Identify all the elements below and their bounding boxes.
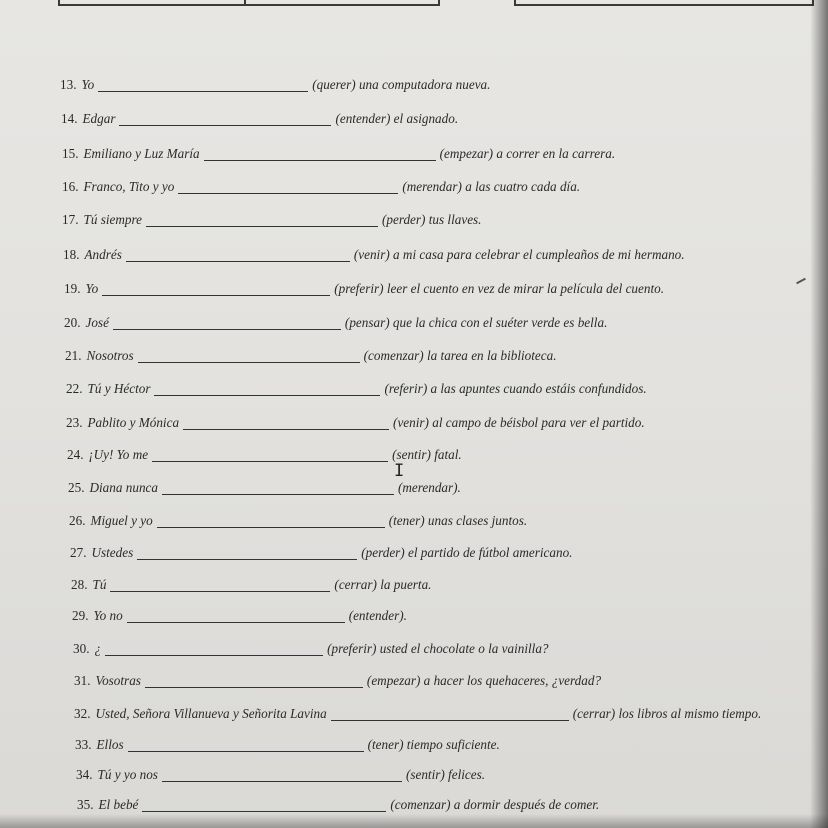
item-prompt: (comenzar) a dormir después de comer. <box>390 797 600 812</box>
item-number: 20. <box>64 315 81 330</box>
item-prompt: (entender) el asignado. <box>335 111 459 126</box>
item-subject: Yo <box>85 281 99 296</box>
item-subject: Pablito y Mónica <box>87 415 180 430</box>
item-number: 31. <box>74 673 91 688</box>
item-prompt: (pensar) que la chica con el suéter verde es bella. <box>344 315 608 330</box>
item-prompt: (referir) a las apuntes cuando estáis confundidos. <box>384 381 647 396</box>
item-prompt: (comenzar) la tarea en la biblioteca. <box>363 348 557 363</box>
exercise-item-33 <box>75 736 500 754</box>
answer-blank[interactable] <box>127 609 345 623</box>
exercise-item-13 <box>60 76 490 94</box>
item-subject: ¡Uy! Yo me <box>88 447 149 462</box>
answer-blank[interactable] <box>162 481 394 495</box>
item-prompt: (cerrar) los libros al mismo tiempo. <box>572 706 762 721</box>
exercise-item-25 <box>68 479 461 497</box>
item-number: 14. <box>61 111 78 126</box>
item-subject: Ustedes <box>91 545 134 560</box>
item-prompt: (merendar). <box>397 480 461 495</box>
item-subject: José <box>85 315 109 330</box>
item-subject: Emiliano y Luz María <box>83 146 200 161</box>
exercise-item-23 <box>66 414 645 432</box>
item-number: 29. <box>72 608 89 623</box>
header-table-left <box>58 0 440 6</box>
header-table-divider <box>244 0 246 4</box>
item-subject: Diana nunca <box>89 480 158 495</box>
answer-blank[interactable] <box>138 349 360 363</box>
exercise-item-15 <box>62 145 615 163</box>
item-number: 30. <box>73 641 90 656</box>
answer-blank[interactable] <box>154 382 380 396</box>
item-subject: Yo <box>81 77 95 92</box>
exercise-item-19 <box>64 280 664 298</box>
item-subject: Miguel y yo <box>90 513 153 528</box>
item-prompt: (tener) tiempo suficiente. <box>367 737 500 752</box>
item-subject: Nosotros <box>86 348 134 363</box>
photo-bottom-shadow <box>0 814 828 828</box>
header-table-right <box>514 0 814 6</box>
item-number: 34. <box>76 767 93 782</box>
exercise-item-20 <box>64 314 607 332</box>
item-prompt: (preferir) leer el cuento en vez de mirar la película del cuento. <box>334 281 665 296</box>
item-prompt: (venir) a mi casa para celebrar el cumpleaños de mi hermano. <box>353 247 685 262</box>
item-subject: Tú y Héctor <box>87 381 151 396</box>
exercise-item-32 <box>74 705 761 723</box>
item-number: 24. <box>67 447 84 462</box>
item-subject: Edgar <box>82 111 116 126</box>
answer-blank[interactable] <box>331 707 569 721</box>
item-subject: Vosotras <box>95 673 141 688</box>
exercise-item-18 <box>63 246 685 264</box>
exercise-item-31 <box>74 672 601 690</box>
item-prompt: (perder) tus llaves. <box>381 212 482 227</box>
answer-blank[interactable] <box>113 316 341 330</box>
text-cursor-icon: I <box>394 461 405 481</box>
item-prompt: (empezar) a hacer los quehaceres, ¿verdad? <box>366 673 602 688</box>
item-subject: Andrés <box>84 247 122 262</box>
answer-blank[interactable] <box>157 514 385 528</box>
answer-blank[interactable] <box>110 578 330 592</box>
exercise-item-22 <box>66 380 647 398</box>
answer-blank[interactable] <box>105 642 323 656</box>
answer-blank[interactable] <box>178 180 398 194</box>
answer-blank[interactable] <box>142 798 386 812</box>
item-prompt: (tener) unas clases juntos. <box>388 513 528 528</box>
item-prompt: (cerrar) la puerta. <box>334 577 432 592</box>
item-prompt: (sentir) fatal. <box>392 447 462 462</box>
item-number: 26. <box>69 513 86 528</box>
item-subject: Ellos <box>96 737 124 752</box>
item-number: 19. <box>64 281 81 296</box>
item-number: 23. <box>66 415 83 430</box>
exercise-item-21 <box>65 347 557 365</box>
item-subject: Tú <box>92 577 107 592</box>
answer-blank[interactable] <box>183 416 389 430</box>
item-subject: Tú siempre <box>83 212 142 227</box>
exercise-item-26 <box>69 512 527 530</box>
answer-blank[interactable] <box>137 546 357 560</box>
item-number: 28. <box>71 577 88 592</box>
exercise-item-34 <box>76 766 485 784</box>
item-subject: Yo no <box>93 608 123 623</box>
item-prompt: (entender). <box>348 608 407 623</box>
item-number: 16. <box>62 179 79 194</box>
item-number: 13. <box>60 77 77 92</box>
item-prompt: (sentir) felices. <box>405 767 486 782</box>
item-number: 18. <box>63 247 80 262</box>
item-subject: Tú y yo nos <box>97 767 158 782</box>
answer-blank[interactable] <box>204 147 436 161</box>
photo-edge-shadow <box>810 0 828 828</box>
item-number: 15. <box>62 146 79 161</box>
item-subject: Usted, Señora Villanueva y Señorita Lavina <box>95 706 327 721</box>
answer-blank[interactable] <box>152 448 388 462</box>
answer-blank[interactable] <box>126 248 350 262</box>
exercise-item-27 <box>70 544 572 562</box>
exercise-item-14 <box>61 110 458 128</box>
answer-blank[interactable] <box>98 78 308 92</box>
answer-blank[interactable] <box>102 282 330 296</box>
item-number: 35. <box>77 797 94 812</box>
exercise-item-17 <box>62 211 481 229</box>
item-number: 22. <box>66 381 83 396</box>
answer-blank[interactable] <box>119 112 331 126</box>
item-prompt: (empezar) a correr en la carrera. <box>439 146 616 161</box>
answer-blank[interactable] <box>146 213 378 227</box>
pen-mark <box>796 278 806 284</box>
exercise-item-16 <box>62 178 580 196</box>
item-prompt: (venir) al campo de béisbol para ver el partido. <box>393 415 645 430</box>
exercise-item-28 <box>71 576 431 594</box>
item-subject: Franco, Tito y yo <box>83 179 175 194</box>
answer-blank[interactable] <box>128 738 364 752</box>
exercise-item-35 <box>77 796 599 814</box>
item-number: 25. <box>68 480 85 495</box>
item-number: 17. <box>62 212 79 227</box>
item-prompt: (preferir) usted el chocolate o la vainilla? <box>327 641 549 656</box>
item-subject: El bebé <box>98 797 139 812</box>
item-prompt: (merendar) a las cuatro cada día. <box>402 179 581 194</box>
answer-blank[interactable] <box>145 674 363 688</box>
exercise-item-29 <box>72 607 407 625</box>
item-number: 32. <box>74 706 91 721</box>
item-prompt: (querer) una computadora nueva. <box>312 77 491 92</box>
item-prompt: (perder) el partido de fútbol americano. <box>361 545 573 560</box>
item-number: 33. <box>75 737 92 752</box>
item-number: 27. <box>70 545 87 560</box>
item-subject: ¿ <box>94 641 102 656</box>
item-number: 21. <box>65 348 82 363</box>
exercise-item-30 <box>73 640 549 658</box>
answer-blank[interactable] <box>162 768 402 782</box>
